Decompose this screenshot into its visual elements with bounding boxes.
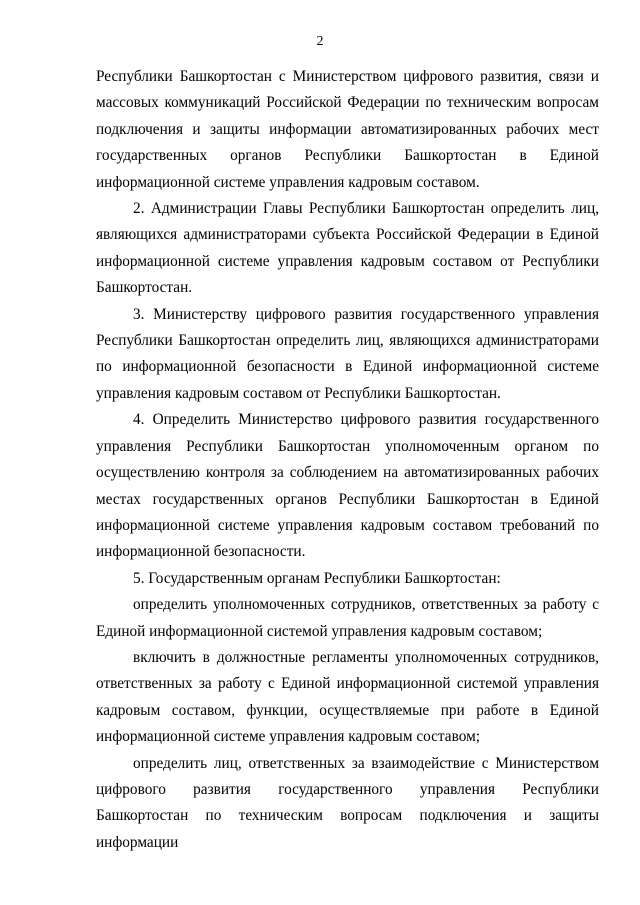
paragraph-subitem-job-regulations: включить в должностные регламенты уполномоченных сотрудников, ответственных за работу с Единой информационной системой управления кадровым составом, функции, осуществляемые при работе в Единой информационной системе управления кадровым составом; <box>96 648 599 746</box>
paragraph-item-4: 4. Определить Министерство цифрового развития государственного управления Республики Башкортостан уполномоченным органом по осуществлению контроля за соблюдением на автоматизированных рабочих местах государственных органов Республики Башкортостан в Единой информационной системе управления кадровым составом требований по информационной безопасности. <box>96 411 599 561</box>
paragraph-item-5: 5. Государственным органам Республики Башкортостан: <box>133 569 501 587</box>
paragraph-item-3: 3. Министерству цифрового развития государственного управления Республики Башкортостан определить лиц, являющихся администраторами по информационной безопасности в Единой информационной системе управления кадровым составом от Республики Башкортостан. <box>96 305 599 402</box>
paragraph-subitem-designate-staff: определить уполномоченных сотрудников, ответственных за работу с Единой информационной системой управления кадровым составом; <box>96 596 599 640</box>
paragraph-continuation: Республики Башкортостан с Министерством цифрового развития, связи и массовых коммуникаций Российской Федерации по техническим вопросам подключения и защиты информации автоматизированных рабочих мест государственных органов Республики Башкортостан в Единой информационной системе управления кадровым составом. <box>96 68 599 191</box>
paragraph-item-2: 2. Администрации Главы Республики Башкортостан определить лиц, являющихся администраторами субъекта Российской Федерации в Единой информационной системе управления кадровым составом от Республики Башкортостан. <box>96 200 599 297</box>
page-number: 2 <box>316 34 324 49</box>
paragraph-subitem-contact-persons: определить лиц, ответственных за взаимодействие с Министерством цифрового развития государственного управления Республики Башкортостан по техническим вопросам подключения и защиты информации <box>96 754 599 851</box>
document-body <box>96 64 599 856</box>
